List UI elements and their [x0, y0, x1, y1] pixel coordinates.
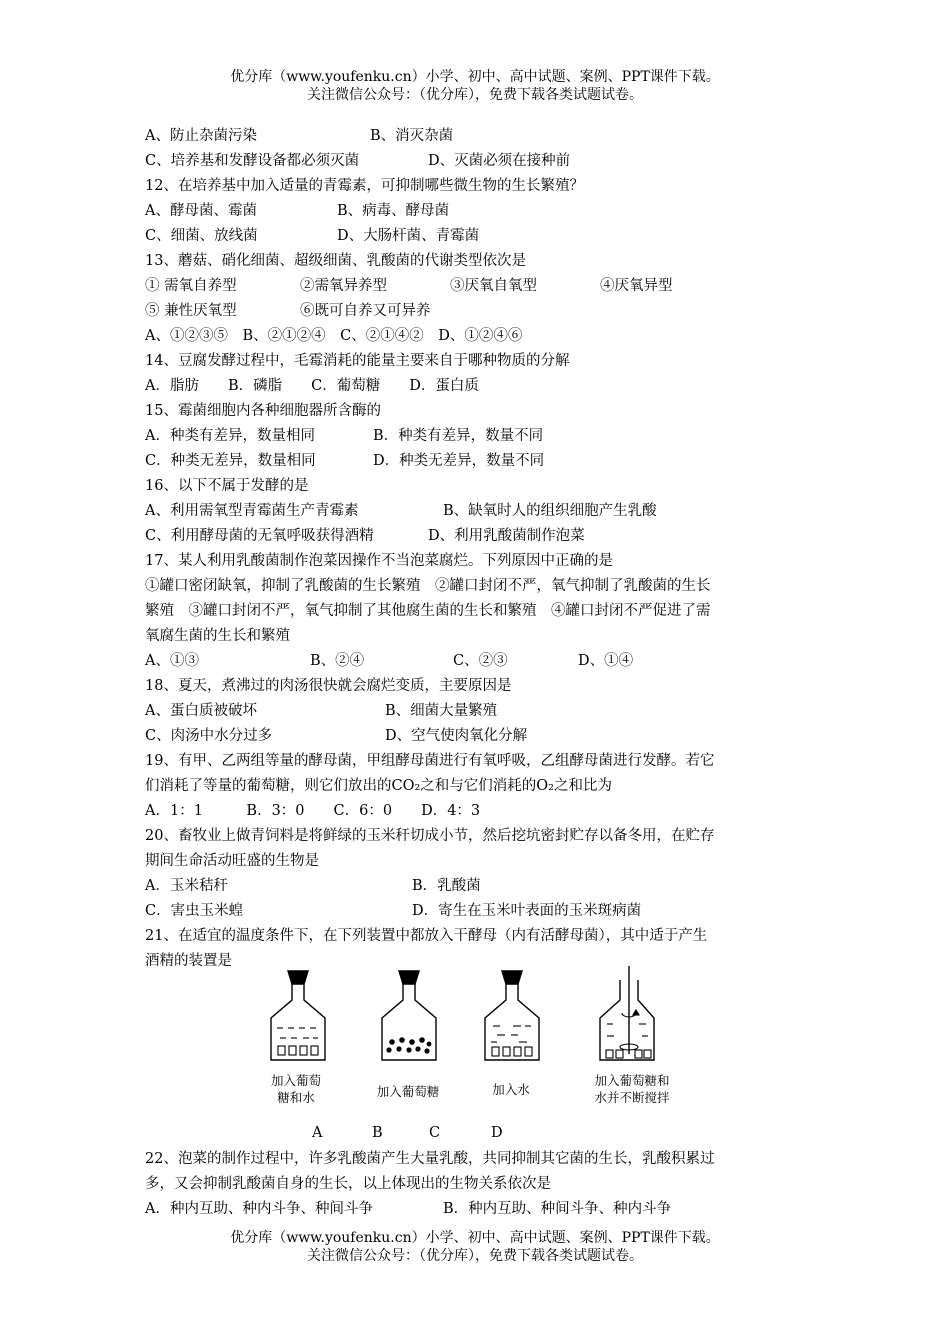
q17-stem: 17、某人利用乳酸菌制作泡菜因操作不当泡菜腐烂。下列原因中正确的是	[145, 553, 613, 569]
flask-d-caption	[582, 1072, 682, 1106]
q18-row-1	[145, 701, 498, 721]
q15-option-d: D．种类无差异，数量不同	[373, 453, 545, 469]
q13-answers: A、①②③⑤ B、②①②④ C、②①④② D、①②④⑥	[145, 328, 523, 344]
q17-text-2: 繁殖 ③罐口封闭不严，氧气抑制了其他腐生菌的生长和繁殖 ④罐口封闭不严促进了需	[145, 603, 711, 619]
q12-row-1	[145, 201, 450, 221]
q13-choice-2: ②需氧异养型	[300, 278, 387, 294]
flask-d-caption-line-2: 水并不断搅拌	[594, 1090, 670, 1105]
q17-option-d: D、①④	[578, 653, 634, 669]
q20-option-c: C．害虫玉米蝗	[145, 903, 244, 919]
q16-option-d: D、利用乳酸菌制作泡菜	[428, 528, 585, 544]
q12-option-c: C、细菌、放线菌	[145, 228, 258, 244]
q17-option-b: B、②④	[310, 653, 365, 669]
q20-row-1	[145, 876, 481, 896]
q19-options: A．1：1 B．3：0 C．6：0 D．4：3	[145, 803, 481, 819]
flask-label-d: D	[491, 1125, 503, 1141]
q20-row-2	[145, 901, 642, 921]
q18-option-d: D、空气使肉氧化分解	[385, 728, 528, 744]
q22-text-2: 多，又会抑制乳酸菌自身的生长，以上体现出的生物关系依次是	[145, 1176, 551, 1192]
q15-row-1	[145, 426, 544, 446]
q17-option-a: A、①③	[145, 653, 199, 669]
q17-options	[145, 651, 634, 671]
q21-text-1: 21、在适宜的温度条件下，在下列装置中都放入干酵母（内有活酵母菌），其中适于产生	[145, 928, 708, 944]
q11-row-2	[145, 151, 571, 171]
q19-text-2: 们消耗了等量的葡萄糖，则它们放出的CO₂之和与它们消耗的O₂之和比为	[145, 778, 612, 794]
q22-options	[145, 1199, 672, 1219]
q18-option-b: B、细菌大量繁殖	[385, 703, 498, 719]
q18-option-a: A、蛋白质被破坏	[145, 703, 257, 719]
q18-stem: 18、夏天，煮沸过的肉汤很快就会腐烂变质，主要原因是	[145, 678, 512, 694]
q19-text-1: 19、有甲、乙两组等量的酵母菌，甲组酵母菌进行有氧呼吸，乙组酵母菌进行发酵。若它	[145, 753, 715, 769]
flask-label-b: B	[372, 1125, 383, 1141]
flask-c	[485, 971, 539, 1060]
q22-option-b: B．种内互助、种间斗争、种内斗争	[443, 1201, 672, 1217]
q20-option-a: A．玉米秸秆	[145, 878, 228, 894]
header-line-2: 关注微信公众号：（优分库），免费下载各类试题试卷。	[307, 87, 643, 103]
page-header	[0, 68, 950, 104]
flask-d	[600, 966, 654, 1060]
flask-a-caption-line-1: 加入葡萄	[270, 1073, 321, 1088]
flask-a	[271, 971, 325, 1060]
q12-option-d: D、大肠杆菌、青霉菌	[337, 228, 480, 244]
q13-choice-6: ⑥既可自养又可异养	[300, 303, 431, 319]
flask-c-caption: 加入水	[492, 1082, 530, 1097]
page-footer	[0, 1229, 950, 1265]
q14-stem: 14、豆腐发酵过程中，毛霉消耗的能量主要来自于哪种物质的分解	[145, 353, 570, 369]
q18-option-c: C、肉汤中水分过多	[145, 728, 273, 744]
flask-b-caption: 加入葡萄糖	[376, 1084, 440, 1099]
footer-line-2: 关注微信公众号：（优分库），免费下载各类试题试卷。	[307, 1248, 643, 1264]
q13-choices-row-2	[145, 301, 431, 321]
q11-option-b: B、消灭杂菌	[370, 128, 454, 144]
q11-option-d: D、灭菌必须在接种前	[428, 153, 571, 169]
q13-choice-3: ③厌氧自氧型	[450, 278, 537, 294]
q12-option-a: A、酵母菌、霉菌	[145, 203, 257, 219]
q22-option-a: A．种内互助、种内斗争、种间斗争	[145, 1201, 373, 1217]
q15-option-b: B．种类有差异，数量不同	[373, 428, 544, 444]
q16-option-a: A、利用需氧型青霉菌生产青霉素	[145, 503, 359, 519]
flask-b	[382, 971, 436, 1060]
q13-choice-5: ⑤ 兼性厌氧型	[145, 303, 237, 319]
flask-a-caption	[263, 1072, 329, 1106]
q17-option-c: C、②③	[453, 653, 508, 669]
q21-apparatus-figure	[255, 966, 705, 1146]
q16-row-1	[145, 501, 657, 521]
q15-option-a: A．种类有差异，数量相同	[145, 428, 315, 444]
q22-text-1: 22、泡菜的制作过程中，许多乳酸菌产生大量乳酸，共同抑制其它菌的生长，乳酸积累过	[145, 1151, 715, 1167]
q13-stem: 13、蘑菇、硝化细菌、超级细菌、乳酸菌的代谢类型依次是	[145, 253, 526, 269]
q16-stem: 16、以下不属于发酵的是	[145, 478, 309, 494]
q17-text-3: 氧腐生菌的生长和繁殖	[145, 628, 290, 644]
header-line-1: 优分库（www.youfenku.cn）小学、初中、高中试题、案例、PPT课件下载。	[230, 69, 720, 85]
q21-text-2: 酒精的装置是	[145, 953, 232, 969]
q15-stem: 15、霉菌细胞内各种细胞器所含酶的	[145, 403, 381, 419]
q14-options: A．脂肪 B．磷脂 C．葡萄糖 D．蛋白质	[145, 378, 479, 394]
q13-choice-4: ④厌氧异型	[600, 278, 673, 294]
q12-row-2	[145, 226, 480, 246]
q11-option-c: C、培养基和发酵设备都必须灭菌	[145, 153, 360, 169]
q13-choice-1: ① 需氧自养型	[145, 278, 237, 294]
q11-option-a: A、防止杂菌污染	[145, 128, 257, 144]
flask-label-a: A	[312, 1125, 323, 1141]
q17-text-1: ①罐口密闭缺氧，抑制了乳酸菌的生长繁殖 ②罐口封闭不严，氧气抑制了乳酸菌的生长	[145, 578, 711, 594]
q18-row-2	[145, 726, 528, 746]
q20-option-d: D．寄生在玉米叶表面的玉米斑病菌	[412, 903, 642, 919]
q11-row-1	[145, 126, 454, 146]
q12-stem: 12、在培养基中加入适量的青霉素，可抑制哪些微生物的生长繁殖？	[145, 178, 584, 194]
q20-text-2: 期间生命活动旺盛的生物是	[145, 853, 319, 869]
q16-option-b: B、缺氧时人的组织细胞产生乳酸	[443, 503, 657, 519]
flask-a-caption-line-2: 糖和水	[277, 1090, 315, 1105]
footer-line-1: 优分库（www.youfenku.cn）小学、初中、高中试题、案例、PPT课件下载。	[230, 1230, 720, 1246]
q20-text-1: 20、畜牧业上做青饲料是将鲜绿的玉米秆切成小节，然后挖坑密封贮存以备冬用，在贮存	[145, 828, 715, 844]
q13-choices-row-1	[145, 276, 673, 296]
q15-option-c: C．种类无差异，数量相同	[145, 453, 316, 469]
flask-d-caption-line-1: 加入葡萄糖和	[594, 1073, 670, 1088]
q20-option-b: B．乳酸菌	[412, 878, 481, 894]
flask-label-c: C	[429, 1125, 441, 1141]
q15-row-2	[145, 451, 545, 471]
q16-option-c: C、利用酵母菌的无氧呼吸获得酒精	[145, 528, 374, 544]
q12-option-b: B、病毒、酵母菌	[337, 203, 450, 219]
q16-row-2	[145, 526, 585, 546]
